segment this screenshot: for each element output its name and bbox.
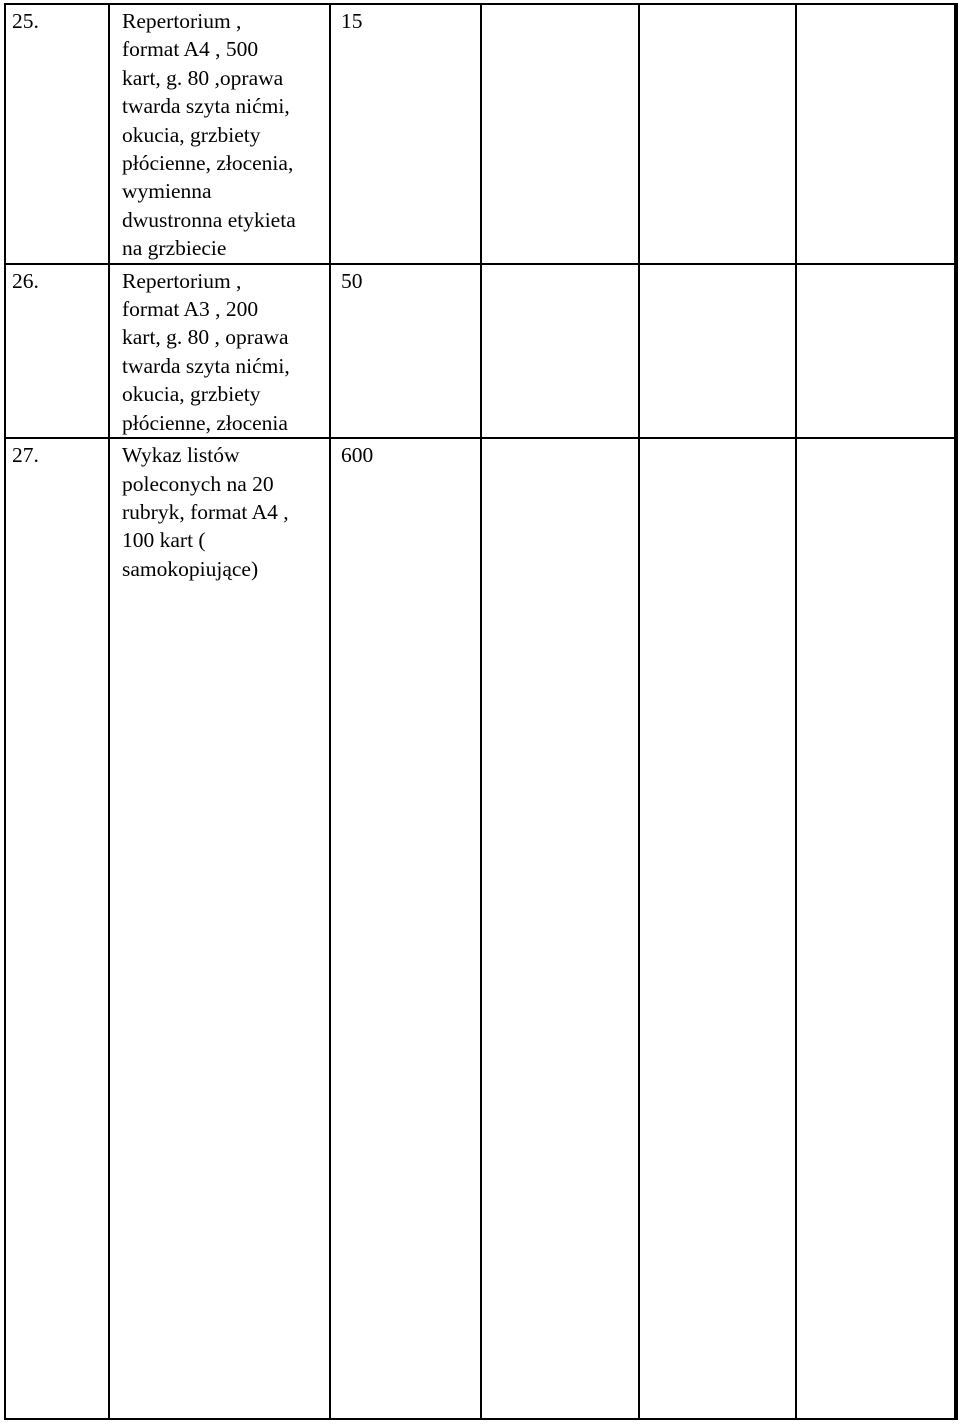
- row-number: 26.: [12, 268, 39, 293]
- order-table: [4, 3, 958, 1420]
- empty-cell-price-net: [481, 438, 639, 1419]
- row-quantity: 15: [341, 9, 363, 33]
- row-quantity: 50: [341, 268, 363, 293]
- row-number: 25.: [12, 9, 39, 33]
- row-quantity-cell: [330, 264, 481, 438]
- row-description-cell: [109, 264, 330, 438]
- row-number-cell: [5, 438, 109, 1419]
- row-description-cell: [109, 438, 330, 1419]
- empty-cell-edge: [955, 438, 957, 1419]
- empty-cell-vat: [796, 264, 955, 438]
- empty-cell-value-net: [639, 438, 796, 1419]
- empty-cell-edge: [955, 264, 957, 438]
- empty-cell-vat: [796, 438, 955, 1419]
- empty-cell-vat: [796, 4, 955, 264]
- empty-cell-edge: [955, 4, 957, 264]
- row-description-cell: [109, 4, 330, 264]
- empty-cell-value-net: [639, 264, 796, 438]
- row-description: Wykaz listów poleconych na 20 rubryk, format A4 , 100 kart ( samokopiujące): [122, 443, 289, 581]
- row-quantity: 600: [341, 443, 374, 468]
- table-row: [5, 438, 957, 1419]
- empty-cell-value-net: [639, 4, 796, 264]
- row-description: Repertorium , format A4 , 500 kart, g. 80 ,oprawa twarda szyta nićmi, okucia, grzbiety płócienne, złocenia, wymienna dwustronna etykieta na grzbiecie: [122, 9, 296, 261]
- row-quantity-cell: [330, 4, 481, 264]
- row-number: 27.: [12, 443, 39, 468]
- table-row: [5, 4, 957, 264]
- empty-cell-price-net: [481, 4, 639, 264]
- empty-cell-price-net: [481, 264, 639, 438]
- table-row: [5, 264, 957, 438]
- row-number-cell: [5, 4, 109, 264]
- row-number-cell: [5, 264, 109, 438]
- row-quantity-cell: [330, 438, 481, 1419]
- row-description: Repertorium , format A3 , 200 kart, g. 80 , oprawa twarda szyta nićmi, okucia, grzbiety płócienne, złocenia: [122, 268, 290, 435]
